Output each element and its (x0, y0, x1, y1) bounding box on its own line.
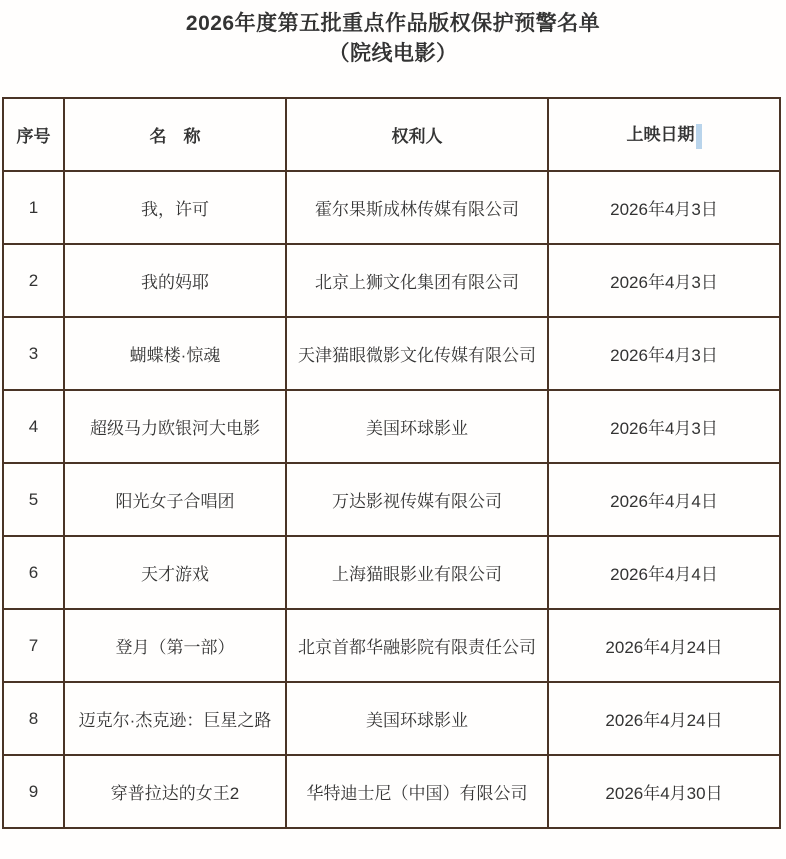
movie-title-cell: 迈克尔·杰克逊：巨星之路 (64, 682, 286, 755)
table-row (3, 682, 780, 755)
rights-holder-cell: 美国环球影业 (286, 390, 548, 463)
selection-highlight-artifact (696, 124, 702, 149)
movie-title-cell: 穿普拉达的女王2 (64, 755, 286, 828)
movie-title-cell: 我的妈耶 (64, 244, 286, 317)
movie-title-cell: 天才游戏 (64, 536, 286, 609)
col-header-release-date (548, 98, 780, 171)
table-row (3, 390, 780, 463)
title-line-2: （院线电影） (328, 42, 458, 65)
movie-title-cell: 蝴蝶楼·惊魂 (64, 317, 286, 390)
row-index-cell: 6 (3, 536, 64, 609)
row-index-cell: 2 (3, 244, 64, 317)
release-date-cell: 2026年4月3日 (548, 390, 780, 463)
title-line-1: 2026年度第五批重点作品版权保护预警名单 (185, 12, 601, 35)
table-row (3, 317, 780, 390)
rights-holder-cell: 北京上狮文化集团有限公司 (286, 244, 548, 317)
row-index-cell: 1 (3, 171, 64, 244)
row-index-cell: 9 (3, 755, 64, 828)
release-date-cell: 2026年4月3日 (548, 317, 780, 390)
table-row (3, 244, 780, 317)
row-index-cell: 7 (3, 609, 64, 682)
release-date-cell: 2026年4月24日 (548, 609, 780, 682)
release-date-cell: 2026年4月4日 (548, 536, 780, 609)
release-date-cell: 2026年4月24日 (548, 682, 780, 755)
table-row (3, 463, 780, 536)
rights-holder-cell: 美国环球影业 (286, 682, 548, 755)
movie-title-cell: 超级马力欧银河大电影 (64, 390, 286, 463)
movie-title-cell: 我，许可 (64, 171, 286, 244)
rights-holder-cell: 天津猫眼微影文化传媒有限公司 (286, 317, 548, 390)
release-date-cell: 2026年4月30日 (548, 755, 780, 828)
row-index-cell: 3 (3, 317, 64, 390)
col-header-name: 名 称 (64, 98, 286, 171)
rights-holder-cell: 万达影视传媒有限公司 (286, 463, 548, 536)
row-index-cell: 4 (3, 390, 64, 463)
rights-holder-cell: 上海猫眼影业有限公司 (286, 536, 548, 609)
row-index-cell: 8 (3, 682, 64, 755)
release-date-cell: 2026年4月3日 (548, 244, 780, 317)
col-header-rights-holder: 权利人 (286, 98, 548, 171)
table-row (3, 171, 780, 244)
table-row (3, 755, 780, 828)
document-title (0, 0, 786, 69)
movie-title-cell: 登月（第一部） (64, 609, 286, 682)
release-date-cell: 2026年4月4日 (548, 463, 780, 536)
col-header-release-date-label: 上映日期 (626, 125, 695, 145)
rights-holder-cell: 北京首都华融影院有限责任公司 (286, 609, 548, 682)
table-row (3, 609, 780, 682)
table-header-row (3, 98, 780, 171)
rights-holder-cell: 华特迪士尼（中国）有限公司 (286, 755, 548, 828)
table-body (3, 171, 780, 828)
release-date-cell: 2026年4月3日 (548, 171, 780, 244)
copyright-warning-table (2, 97, 781, 829)
row-index-cell: 5 (3, 463, 64, 536)
col-header-index: 序号 (3, 98, 64, 171)
movie-title-cell: 阳光女子合唱团 (64, 463, 286, 536)
rights-holder-cell: 霍尔果斯成林传媒有限公司 (286, 171, 548, 244)
table-row (3, 536, 780, 609)
